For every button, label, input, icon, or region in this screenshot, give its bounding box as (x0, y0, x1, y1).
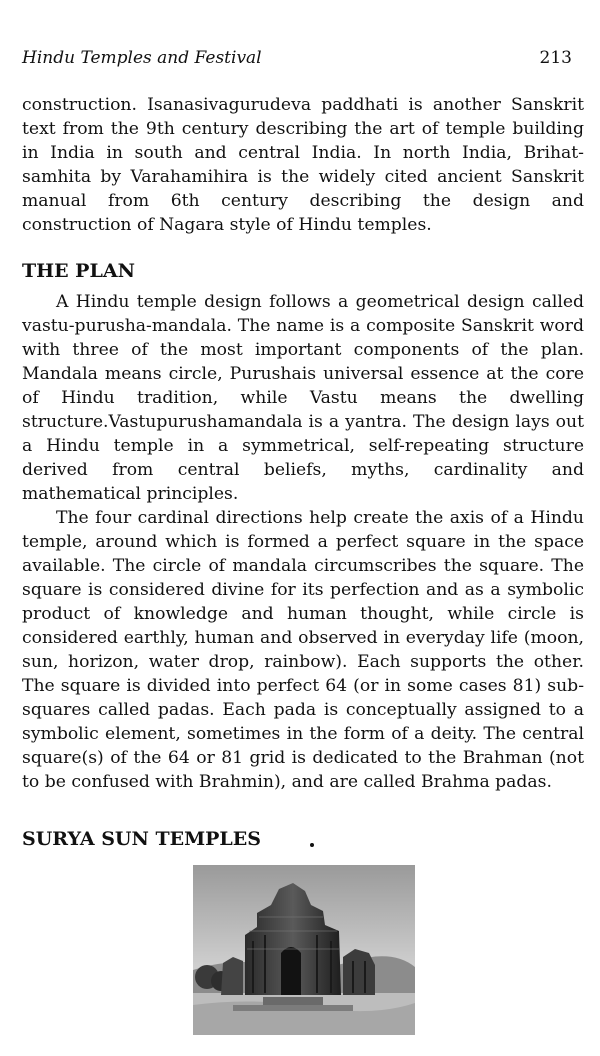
temple-ruins-image (193, 865, 415, 1035)
intro-paragraph: construction. Isanasivagurudeva paddhati is another Sanskrit text from the 9th century describing the art of temple building in India in south and central India. In north India, Brihat-samhita by Varahamihira is the widely cited ancient Sanskrit manual from 6th century describing the design and construction of Nagara style of Hindu temples. (22, 95, 584, 235)
page-number: 213 (539, 48, 572, 68)
running-head (22, 46, 572, 70)
section-heading-plan: THE PLAN (22, 260, 135, 282)
plan-text-block (22, 290, 584, 794)
temple-photo (193, 865, 415, 1035)
stray-dot (310, 843, 314, 847)
running-head-title: Hindu Temples and Festival (22, 48, 262, 68)
intro-text-block (22, 93, 584, 237)
section-heading-surya: SURYA SUN TEMPLES (22, 828, 261, 850)
plan-paragraph-1: A Hindu temple design follows a geometrical design called vastu-purusha-mandala. The name is a composite Sanskrit word with three of the most important components of the plan. Mandala means circle, Purushais universal essence at the core of Hindu tradition, while Vastu means the dwelling structure.Vastupurushamandala is a yantra. The design lays out a Hindu temple in a symmetrical, self-repeating structure derived from central beliefs, myths, cardinality and mathematical principles. (22, 292, 584, 504)
plan-paragraph-2: The four cardinal directions help create the axis of a Hindu temple, around which is formed a perfect square in the space available. The circle of mandala circumscribes the square. The square is considered divine for its perfection and as a symbolic product of knowledge and human thought, while circle is considered earthly, human and observed in everyday life (moon, sun, horizon, water drop, rainbow). Each supports the other. The square is divided into perfect 64 (or in some cases 81) sub-squares called padas. Each pada is conceptually assigned to a symbolic element, sometimes in the form of a deity. The central square(s) of the 64 or 81 grid is dedicated to the Brahman (not to be confused with Brahmin), and are called Brahma padas. (22, 508, 584, 792)
